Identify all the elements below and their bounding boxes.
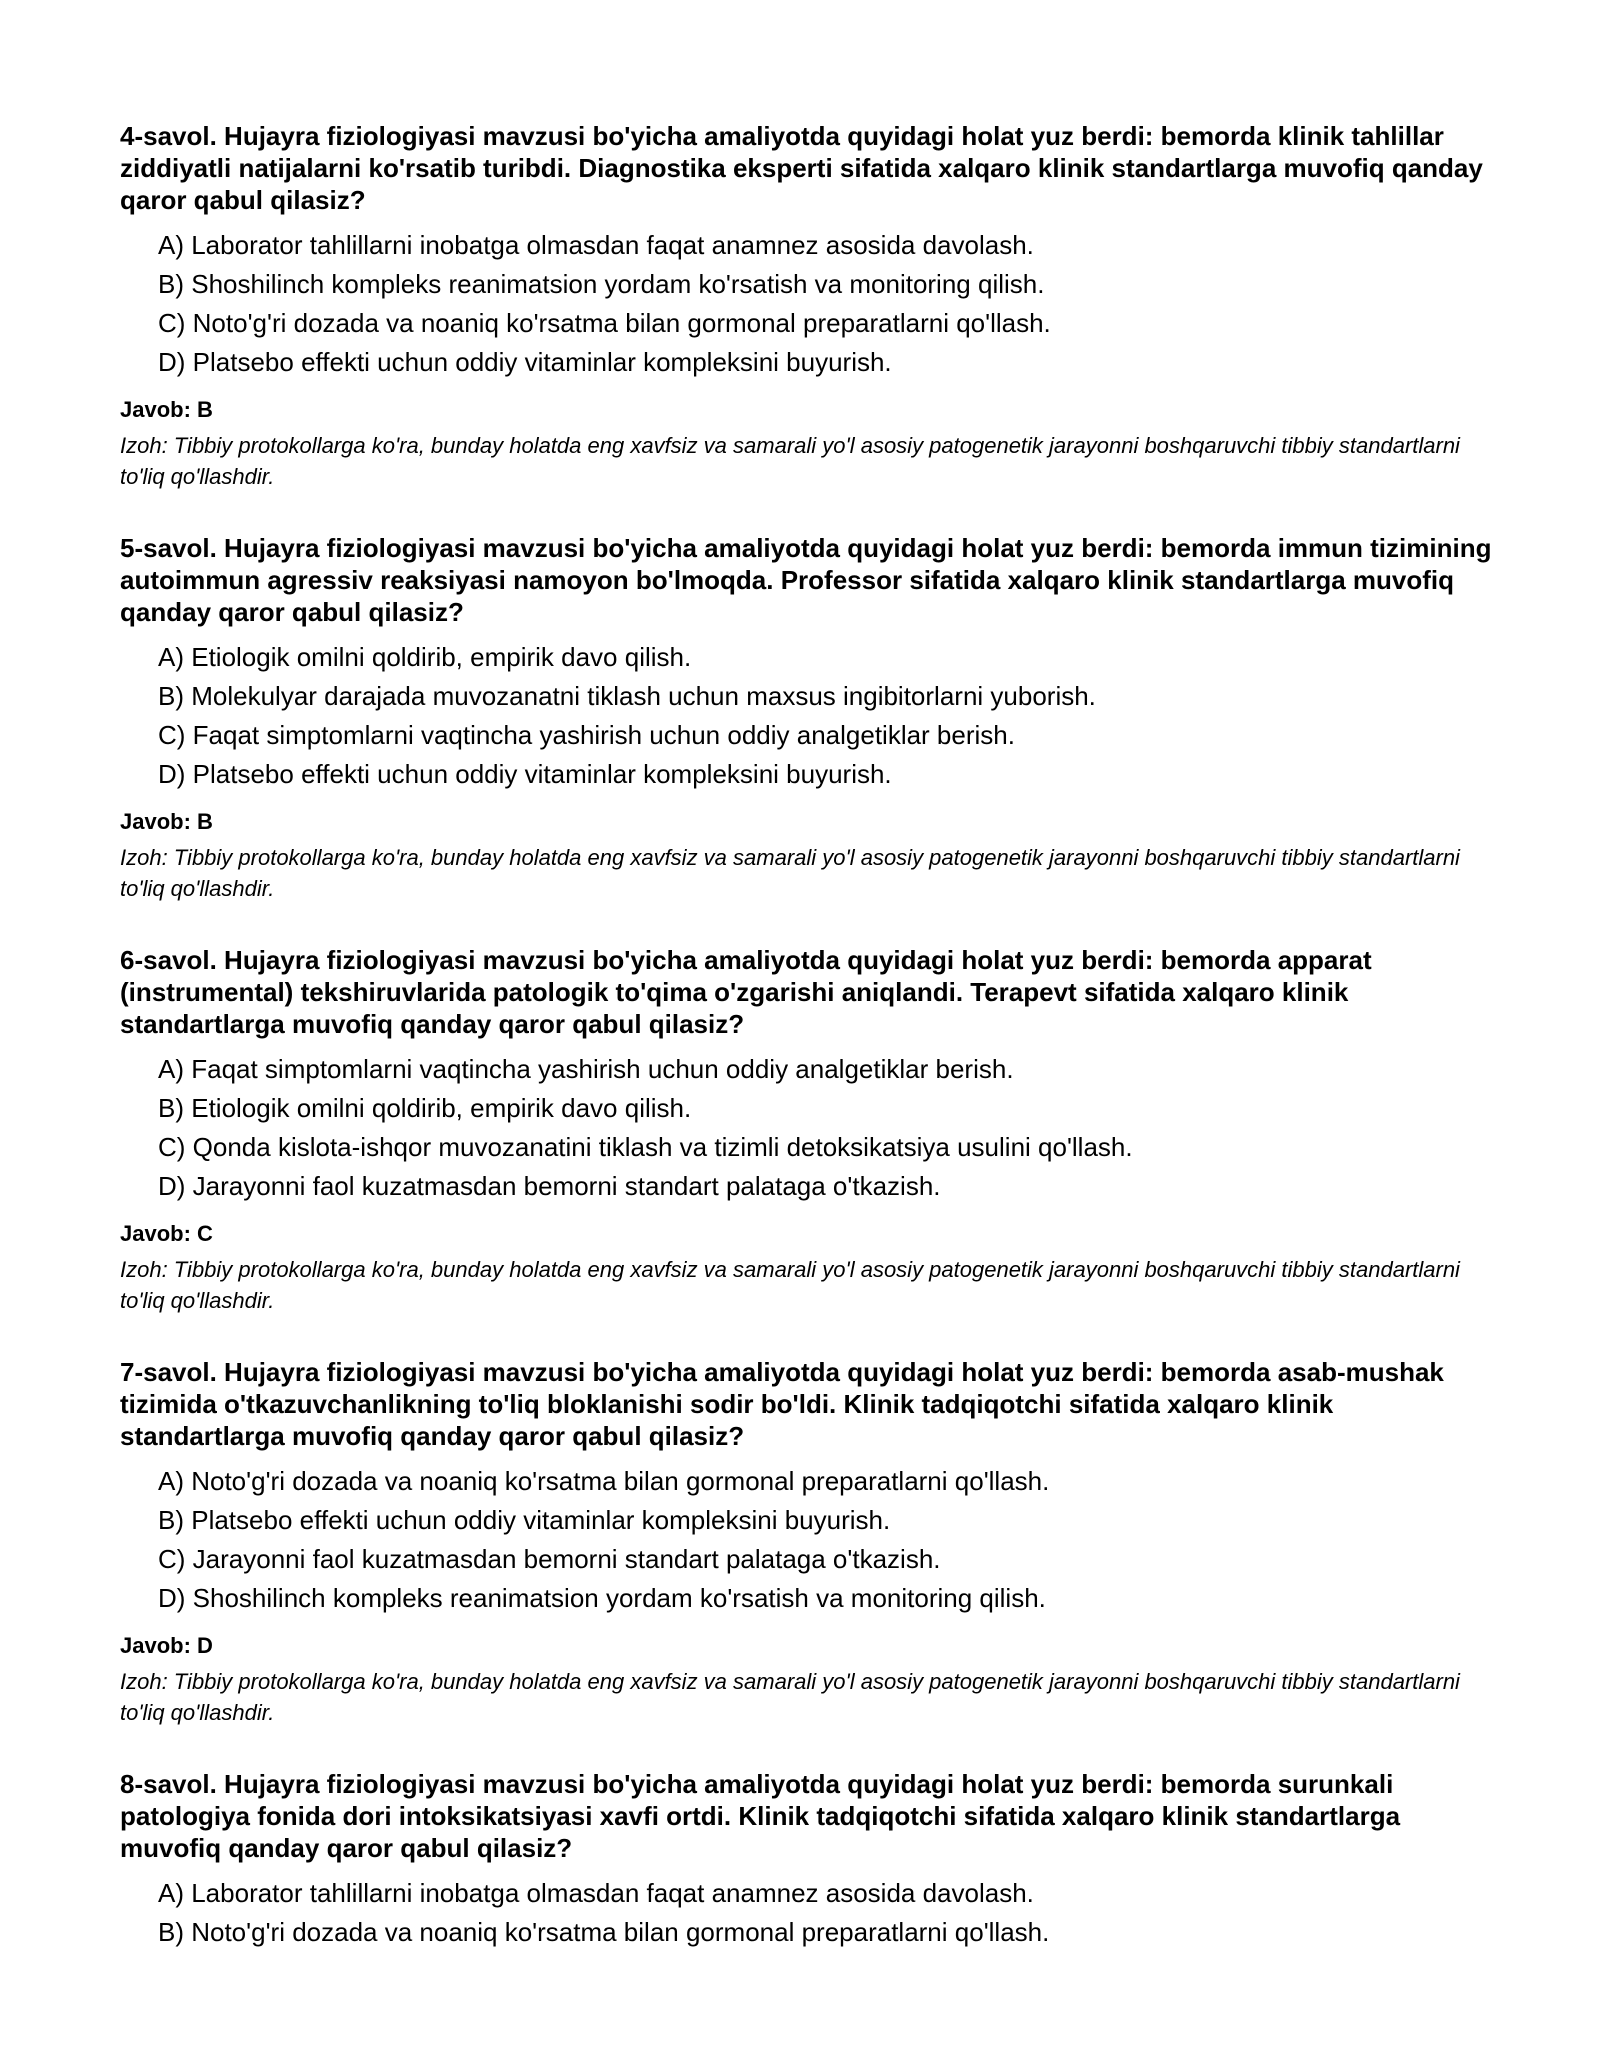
options-list: [120, 1874, 1500, 1952]
option-c: C) Qonda kislota-ishqor muvozanatini tiklash va tizimli detoksikatsiya usulini qo'llash.: [158, 1132, 1133, 1162]
question-text: 5-savol. Hujayra fiziologiyasi mavzusi bo'yicha amaliyotda quyidagi holat yuz berdi: bemorda immun tizimining autoimmun agressiv reaksiyasi namoyon bo'lmoqda. Professor sifatida xalqaro klinik standartlarga muvofiq qanday qaror qabul qilasiz?: [120, 533, 1492, 627]
options-list: [120, 638, 1500, 794]
question-text: 6-savol. Hujayra fiziologiyasi mavzusi bo'yicha amaliyotda quyidagi holat yuz berdi: bemorda apparat (instrumental) tekshiruvlarida patologik to'qima o'zgarishi aniqlandi. Terapevt sifatida xalqaro klinik standartlarga muvofiq qanday qaror qabul qilasiz?: [120, 945, 1372, 1039]
document-page: [120, 120, 1500, 1952]
option-c: C) Jarayonni faol kuzatmasdan bemorni standart palataga o'tkazish.: [158, 1544, 941, 1574]
explanation-note: Izoh: Tibbiy protokollarga ko'ra, bunday holatda eng xavfsiz va samarali yo'l asosiy patogenetik jarayonni boshqaruvchi tibbiy standartlarni to'liq qo'llashdir.: [120, 845, 1460, 901]
option-d: D) Platsebo effekti uchun oddiy vitaminlar kompleksini buyurish.: [158, 759, 892, 789]
answer-label: Javob: C: [120, 1221, 213, 1246]
options-list: [120, 1050, 1500, 1206]
question-text: 4-savol. Hujayra fiziologiyasi mavzusi bo'yicha amaliyotda quyidagi holat yuz berdi: bemorda klinik tahlillar ziddiyatli natijalarni ko'rsatib turibdi. Diagnostika eksperti sifatida xalqaro klinik standartlarga muvofiq qanday qaror qabul qilasiz?: [120, 121, 1483, 215]
question-block: [120, 1768, 1500, 1952]
question-block: [120, 944, 1500, 1316]
option-d: D) Shoshilinch kompleks reanimatsion yordam ko'rsatish va monitoring qilish.: [158, 1583, 1046, 1613]
question-block: [120, 120, 1500, 492]
option-d: D) Platsebo effekti uchun oddiy vitaminlar kompleksini buyurish.: [158, 347, 892, 377]
option-c: C) Faqat simptomlarni vaqtincha yashirish uchun oddiy analgetiklar berish.: [158, 720, 1015, 750]
answer-label: Javob: D: [120, 1633, 213, 1658]
option-d: D) Jarayonni faol kuzatmasdan bemorni standart palataga o'tkazish.: [158, 1171, 941, 1201]
question-text: 8-savol. Hujayra fiziologiyasi mavzusi bo'yicha amaliyotda quyidagi holat yuz berdi: bemorda surunkali patologiya fonida dori intoksikatsiyasi xavfi ortdi. Klinik tadqiqotchi sifatida xalqaro klinik standartlarga muvofiq qanday qaror qabul qilasiz?: [120, 1769, 1401, 1863]
answer-label: Javob: B: [120, 397, 213, 422]
option-b: B) Noto'g'ri dozada va noaniq ko'rsatma bilan gormonal preparatlarni qo'llash.: [158, 1917, 1050, 1947]
option-b: B) Molekulyar darajada muvozanatni tiklash uchun maxsus ingibitorlarni yuborish.: [158, 681, 1096, 711]
option-a: A) Laborator tahlillarni inobatga olmasdan faqat anamnez asosida davolash.: [158, 230, 1034, 260]
question-block: [120, 1356, 1500, 1728]
option-c: C) Noto'g'ri dozada va noaniq ko'rsatma bilan gormonal preparatlarni qo'llash.: [158, 308, 1051, 338]
option-a: A) Faqat simptomlarni vaqtincha yashirish uchun oddiy analgetiklar berish.: [158, 1054, 1014, 1084]
options-list: [120, 226, 1500, 382]
explanation-note: Izoh: Tibbiy protokollarga ko'ra, bunday holatda eng xavfsiz va samarali yo'l asosiy patogenetik jarayonni boshqaruvchi tibbiy standartlarni to'liq qo'llashdir.: [120, 1669, 1460, 1725]
option-b: B) Shoshilinch kompleks reanimatsion yordam ko'rsatish va monitoring qilish.: [158, 269, 1045, 299]
question-block: [120, 532, 1500, 904]
explanation-note: Izoh: Tibbiy protokollarga ko'ra, bunday holatda eng xavfsiz va samarali yo'l asosiy patogenetik jarayonni boshqaruvchi tibbiy standartlarni to'liq qo'llashdir.: [120, 433, 1460, 489]
answer-label: Javob: B: [120, 809, 213, 834]
question-text: 7-savol. Hujayra fiziologiyasi mavzusi bo'yicha amaliyotda quyidagi holat yuz berdi: bemorda asab-mushak tizimida o'tkazuvchanlikning to'liq bloklanishi sodir bo'ldi. Klinik tadqiqotchi sifatida xalqaro klinik standartlarga muvofiq qanday qaror qabul qilasiz?: [120, 1357, 1444, 1451]
option-b: B) Etiologik omilni qoldirib, empirik davo qilish.: [158, 1093, 692, 1123]
options-list: [120, 1462, 1500, 1618]
option-b: B) Platsebo effekti uchun oddiy vitaminlar kompleksini buyurish.: [158, 1505, 891, 1535]
explanation-note: Izoh: Tibbiy protokollarga ko'ra, bunday holatda eng xavfsiz va samarali yo'l asosiy patogenetik jarayonni boshqaruvchi tibbiy standartlarni to'liq qo'llashdir.: [120, 1257, 1460, 1313]
option-a: A) Etiologik omilni qoldirib, empirik davo qilish.: [158, 642, 692, 672]
option-a: A) Laborator tahlillarni inobatga olmasdan faqat anamnez asosida davolash.: [158, 1878, 1034, 1908]
option-a: A) Noto'g'ri dozada va noaniq ko'rsatma bilan gormonal preparatlarni qo'llash.: [158, 1466, 1050, 1496]
